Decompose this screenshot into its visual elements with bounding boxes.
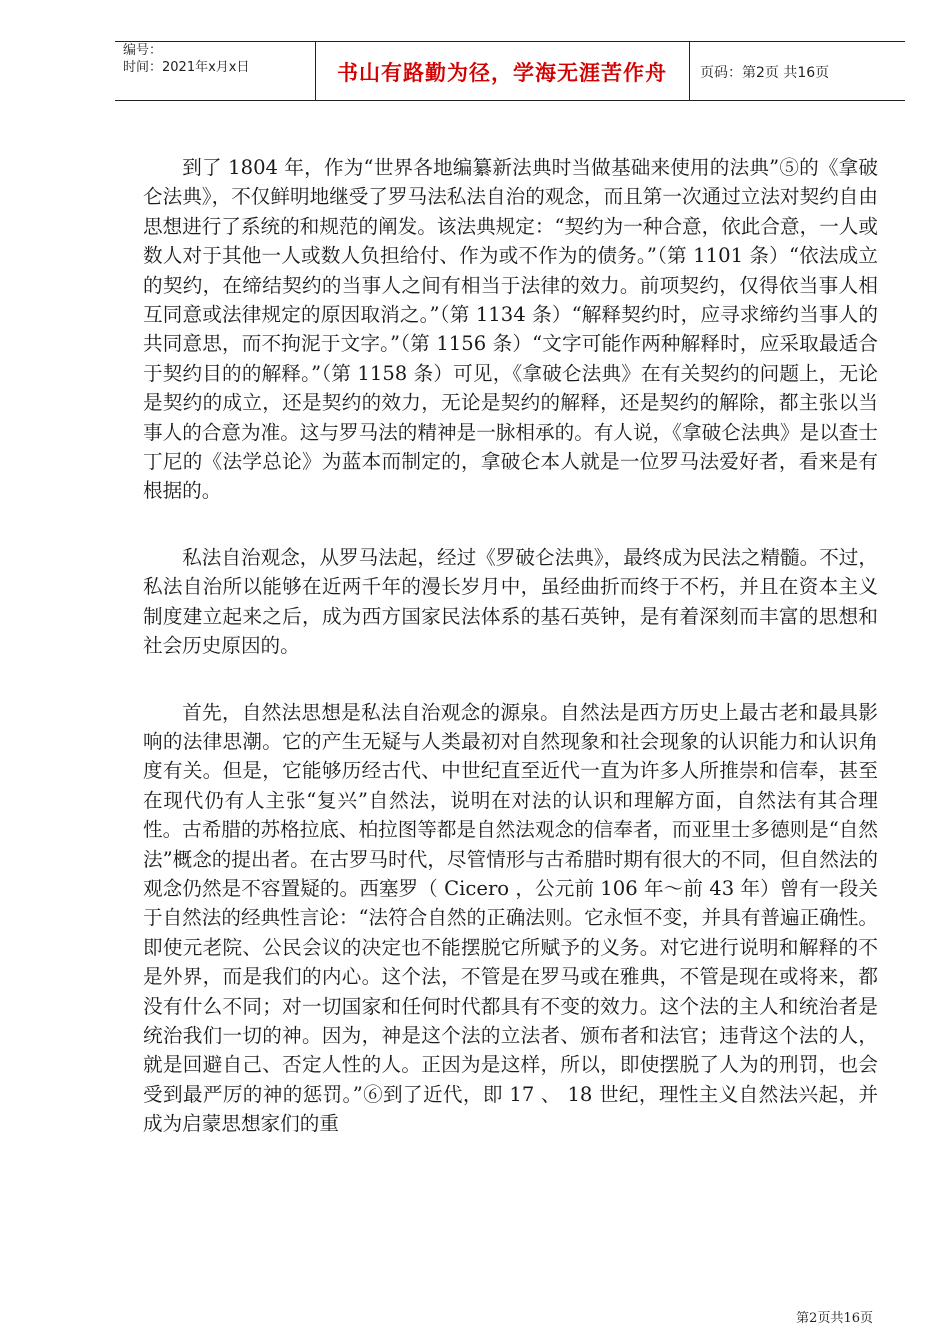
header-meta — [123, 42, 249, 76]
header-page-info: 页码：第2页 共16页 — [700, 65, 830, 81]
footer-page-number: 第2页共16页 — [796, 1311, 873, 1326]
header-bottom-rule — [115, 100, 905, 101]
document-body — [143, 153, 878, 1176]
header-time-label: 时间：2021年x月x日 — [123, 60, 250, 75]
paragraph-private-autonomy: 私法自治观念，从罗马法起，经过《罗破仑法典》，最终成为民法之精髓。不过，私法自治所以能够在近两千年的漫长岁月中，虽经曲折而终于不朽，并且在资本主义制度建立起来之后，成为西方国家民法体系的基石英钟，是有着深刻而丰富的思想和社会历史原因的。 — [143, 545, 878, 658]
header-code-label: 编号： — [123, 43, 163, 58]
header-motto: 书山有路勤为径，学海无涯苦作舟 — [337, 61, 667, 85]
paragraph-napoleonic-code: 到了 1804 年，作为“世界各地编纂新法典时当做基础来使用的法典”⑤的《拿破仑法典》，不仅鲜明地继受了罗马法私法自治的观念，而且第一次通过立法对契约自由思想进行了系统的和规范的阐发。该法典规定：“契约为一种合意，依此合意，一人或数人对于其他一人或数人负担给付、作为或不作为的债务。”（第 1101 条）“依法成立的契约，在缔结契约的当事人之间有相当于法律的效力。前项契约，仅得依当事人相互同意或法律规定的原因取消之。”（第 1134 条）“解释契约时，应寻求缔约当事人的共同意思，而不拘泥于文字。”（第 1156 条）“文字可能作两种解释时，应采取最适合于契约目的的解释。”（第 1158 条）可见，《拿破仑法典》在有关契约的问题上，无论是契约的成立，还是契约的效力，无论是契约的解释，还是契约的解除，都主张以当事人的合意为准。这与罗马法的精神是一脉相承的。有人说，《拿破仑法典》是以查士丁尼的《法学总论》为蓝本而制定的，拿破仑本人就是一位罗马法爱好者，看来是有根据的。 — [143, 156, 878, 503]
header-divider-right — [689, 41, 690, 101]
paragraph-natural-law: 首先，自然法思想是私法自治观念的源泉。自然法是西方历史上最古老和最具影响的法律思潮。它的产生无疑与人类最初对自然现象和社会现象的认识能力和认识角度有关。但是，它能够历经古代、中世纪直至近代一直为许多人所推崇和信奉，甚至在现代仍有人主张“复兴”自然法，说明在对法的认识和理解方面，自然法有其合理性。古希腊的苏格拉底、柏拉图等都是自然法观念的信奉者，而亚里士多德则是“自然法”概念的提出者。在古罗马时代，尽管情形与古希腊时期有很大的不同，但自然法的观念仍然是不容置疑的。西塞罗（ Cicero ，公元前 106 年～前 43 年）曾有一段关于自然法的经典性言论：“法符合自然的正确法则。它永恒不变，并具有普遍正确性。即使元老院、公民会议的决定也不能摆脱它所赋予的义务。对它进行说明和解释的不是外界，而是我们的内心。这个法，不管是在罗马或在雅典，不管是现在或将来，都没有什么不同；对一切国家和任何时代都具有不变的效力。这个法的主人和统治者是统治我们一切的神。因为，神是这个法的立法者、颁布者和法官；违背这个法的人，就是回避自己、否定人性的人。正因为是这样，所以，即使摆脱了人为的刑罚，也会受到最严厉的神的惩罚。”⑥到了近代，即 17 、 18 世纪，理性主义自然法兴起，并成为启蒙思想家们的重 — [143, 700, 878, 1136]
